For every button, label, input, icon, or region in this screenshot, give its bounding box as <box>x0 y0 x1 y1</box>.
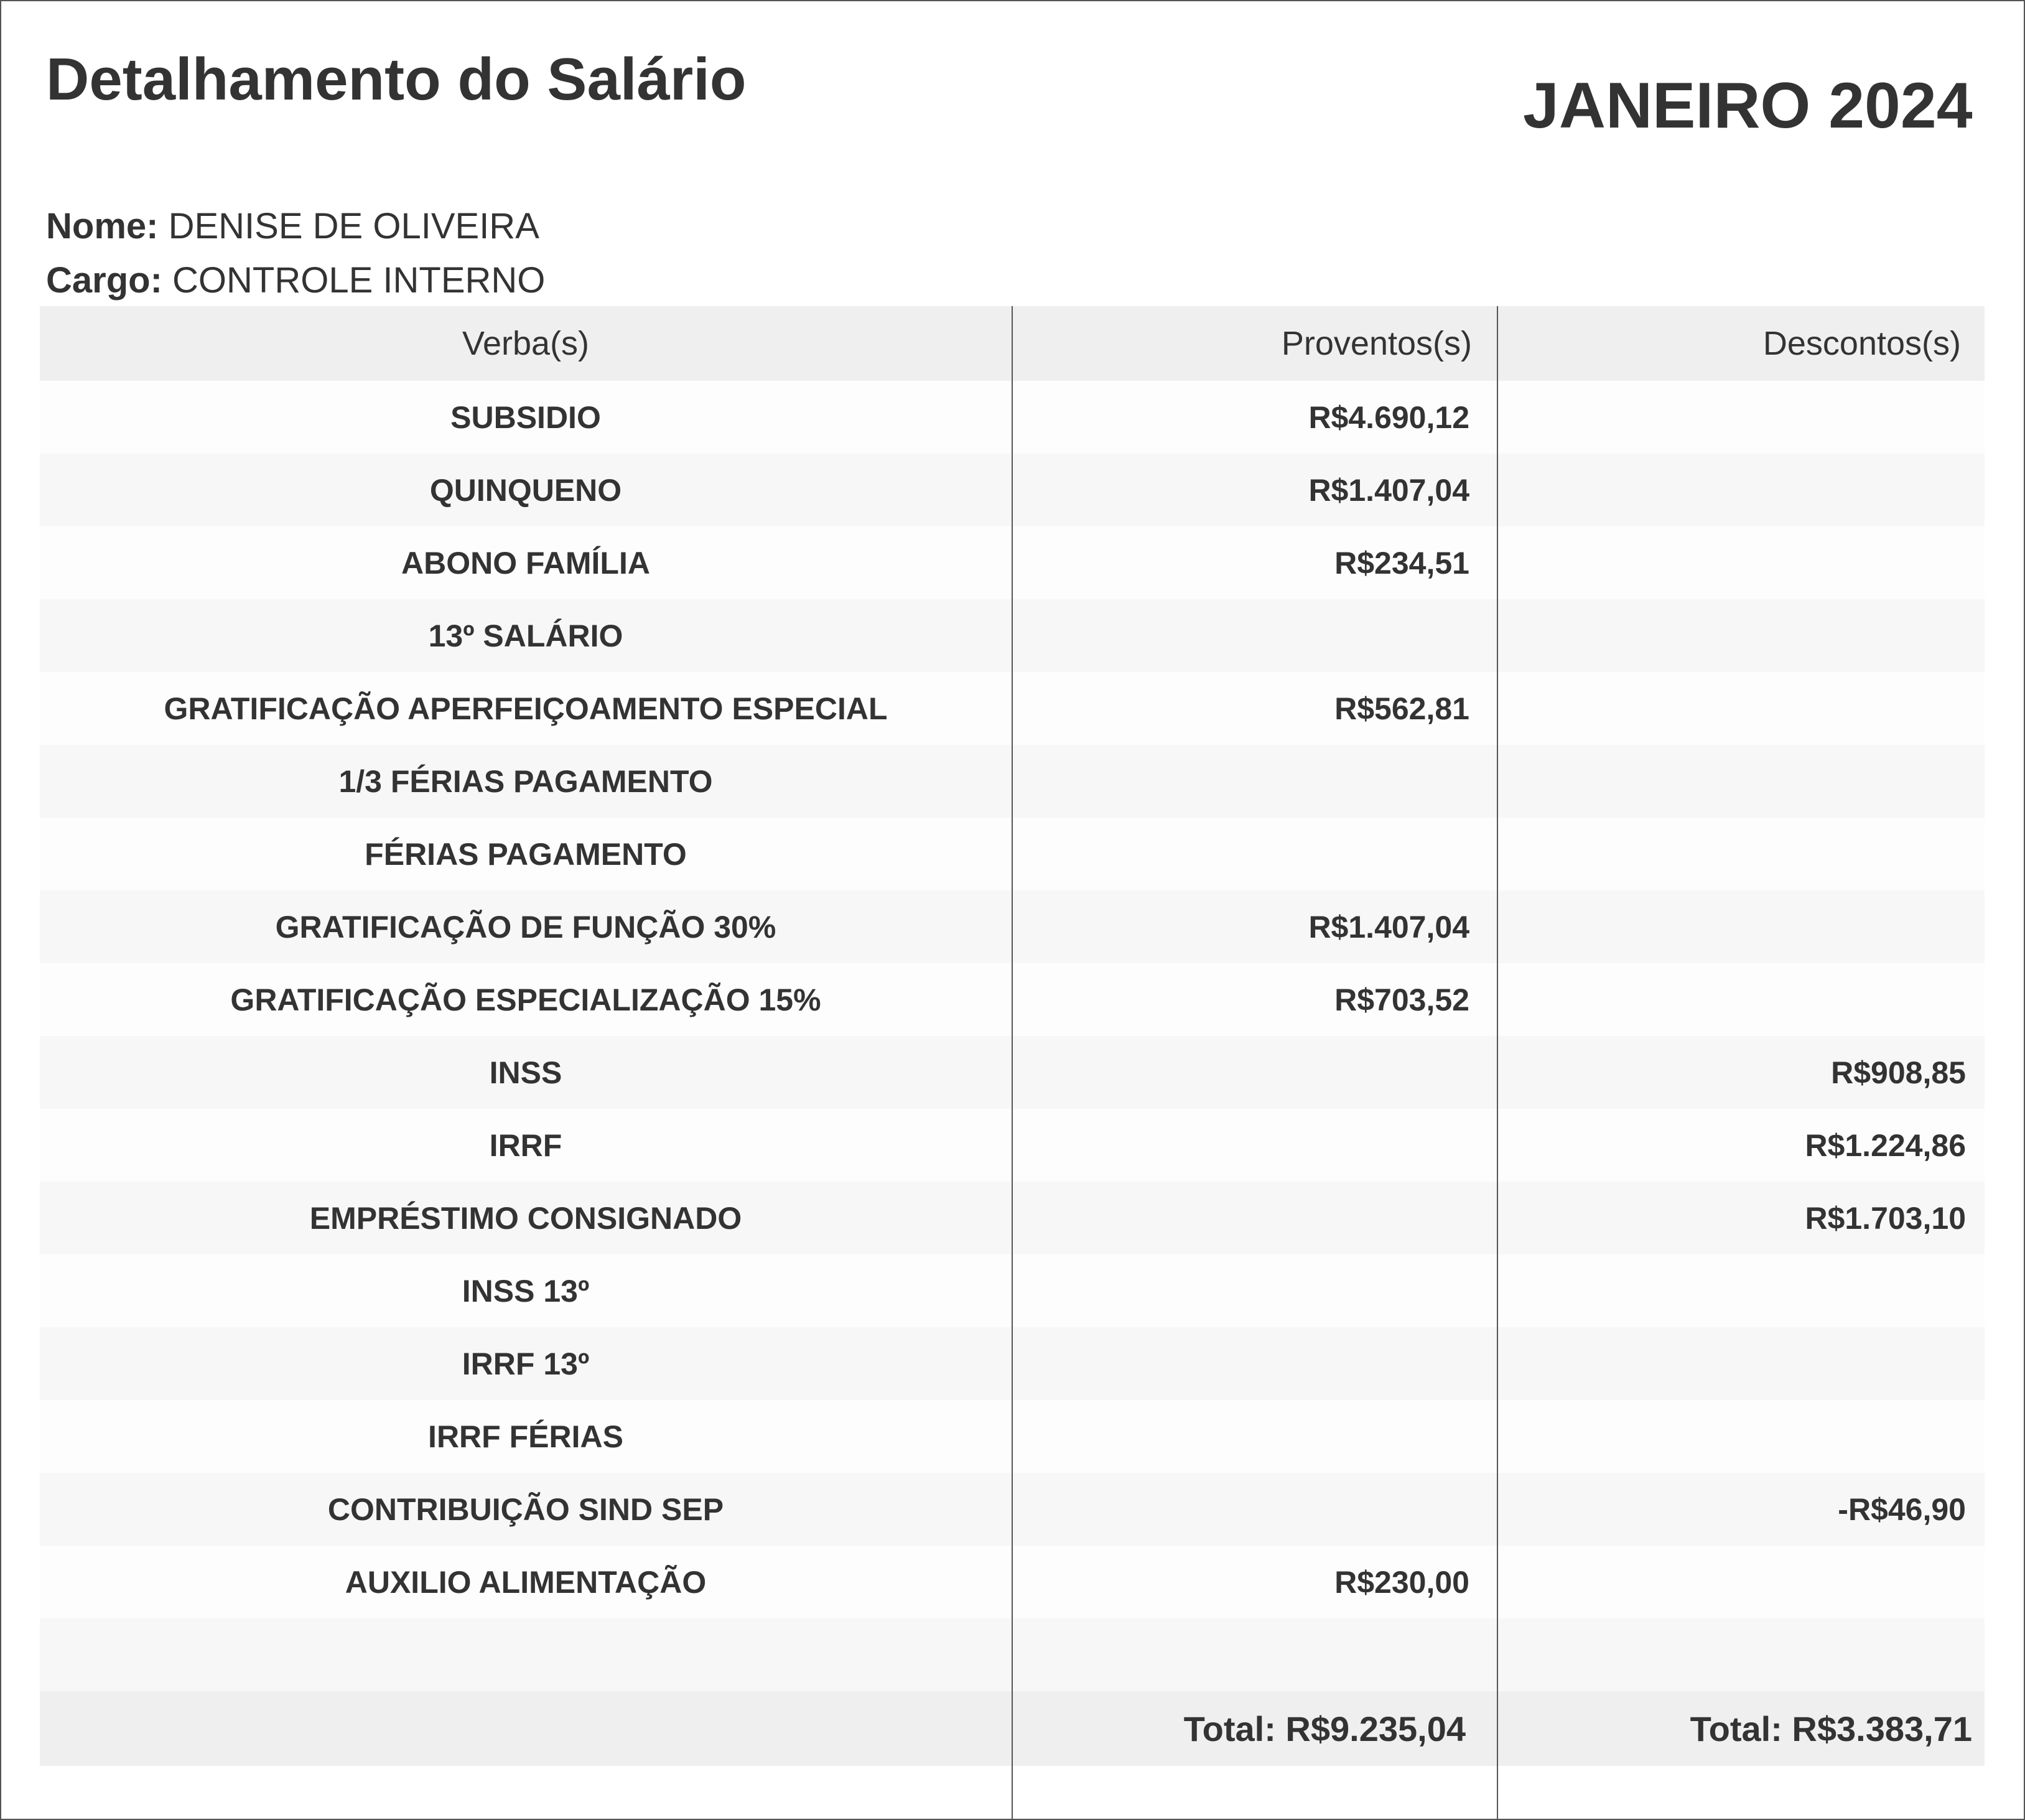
header-proventos: Proventos(s) <box>1281 325 1472 362</box>
cell-proventos: R$562,81 <box>1334 691 1469 726</box>
cell-proventos <box>1012 599 1497 672</box>
cell-verba: GRATIFICAÇÃO DE FUNÇÃO 30% <box>275 909 776 945</box>
employee-name: DENISE DE OLIVEIRA <box>168 206 539 246</box>
column-divider <box>1497 306 1498 1819</box>
cell-proventos: R$234,51 <box>1334 545 1469 581</box>
column-divider <box>1012 306 1013 1819</box>
period-label: JANEIRO 2024 <box>1523 70 1973 142</box>
cell-descontos <box>1497 1327 1985 1400</box>
cell-verba: 13º SALÁRIO <box>428 618 623 653</box>
cell-proventos <box>1012 745 1497 818</box>
cell-proventos <box>1012 1109 1497 1182</box>
cell-verba: FÉRIAS PAGAMENTO <box>365 836 687 872</box>
cell-descontos <box>1497 1254 1985 1327</box>
cell-descontos: -R$46,90 <box>1838 1491 1966 1527</box>
cell-proventos <box>1012 1036 1497 1109</box>
cell-verba: INSS 13º <box>462 1273 590 1309</box>
total-proventos: Total: R$9.235,04 <box>1183 1709 1466 1748</box>
cell-verba: IRRF <box>489 1127 562 1163</box>
page-title: Detalhamento do Salário <box>46 46 747 113</box>
cell-proventos <box>1012 1400 1497 1473</box>
cell-proventos <box>1012 1327 1497 1400</box>
cell-descontos: R$908,85 <box>1831 1055 1966 1090</box>
cell-proventos: R$1.407,04 <box>1308 472 1469 508</box>
cell-proventos <box>1012 1618 1497 1691</box>
cell-verba: EMPRÉSTIMO CONSIGNADO <box>309 1200 742 1236</box>
role-label: Cargo: <box>46 260 162 301</box>
cell-descontos <box>1497 1618 1985 1691</box>
employee-role-line <box>46 260 546 301</box>
name-label: Nome: <box>46 206 159 246</box>
cell-verba: 1/3 FÉRIAS PAGAMENTO <box>338 763 713 799</box>
cell-proventos: R$230,00 <box>1334 1564 1469 1600</box>
cell-proventos: R$4.690,12 <box>1308 399 1469 435</box>
cell-proventos <box>1012 818 1497 890</box>
cell-verba: CONTRIBUIÇÃO SIND SEP <box>327 1491 724 1527</box>
cell-verba <box>40 1618 1012 1691</box>
cell-descontos: R$1.224,86 <box>1805 1127 1966 1163</box>
cell-verba: IRRF 13º <box>462 1346 590 1381</box>
cell-proventos: R$703,52 <box>1334 982 1469 1017</box>
cell-verba: AUXILIO ALIMENTAÇÃO <box>345 1564 707 1600</box>
employee-role: CONTROLE INTERNO <box>172 260 546 301</box>
cell-verba: GRATIFICAÇÃO APERFEIÇOAMENTO ESPECIAL <box>164 691 888 726</box>
cell-verba: INSS <box>489 1055 562 1090</box>
cell-descontos <box>1497 454 1985 526</box>
cell-descontos <box>1497 381 1985 454</box>
cell-descontos: R$1.703,10 <box>1805 1200 1966 1236</box>
cell-descontos <box>1497 526 1985 599</box>
cell-verba: ABONO FAMÍLIA <box>401 545 650 581</box>
totals-label <box>40 1691 1012 1766</box>
header-descontos: Descontos(s) <box>1762 325 1961 362</box>
cell-descontos <box>1497 672 1985 745</box>
cell-proventos <box>1012 1182 1497 1254</box>
cell-descontos <box>1497 599 1985 672</box>
cell-descontos <box>1497 963 1985 1036</box>
cell-descontos <box>1497 890 1985 963</box>
cell-descontos <box>1497 745 1985 818</box>
total-descontos: Total: R$3.383,71 <box>1690 1709 1972 1748</box>
cell-verba: IRRF FÉRIAS <box>428 1419 623 1454</box>
header-verba: Verba(s) <box>462 325 590 362</box>
cell-descontos <box>1497 1400 1985 1473</box>
employee-name-line <box>46 208 539 245</box>
cell-verba: GRATIFICAÇÃO ESPECIALIZAÇÃO 15% <box>230 982 821 1017</box>
cell-proventos <box>1012 1254 1497 1327</box>
cell-verba: QUINQUENO <box>429 472 622 508</box>
cell-proventos <box>1012 1473 1497 1546</box>
cell-proventos: R$1.407,04 <box>1308 909 1469 945</box>
cell-descontos <box>1497 818 1985 890</box>
cell-descontos <box>1497 1546 1985 1618</box>
cell-verba: SUBSIDIO <box>450 399 601 435</box>
